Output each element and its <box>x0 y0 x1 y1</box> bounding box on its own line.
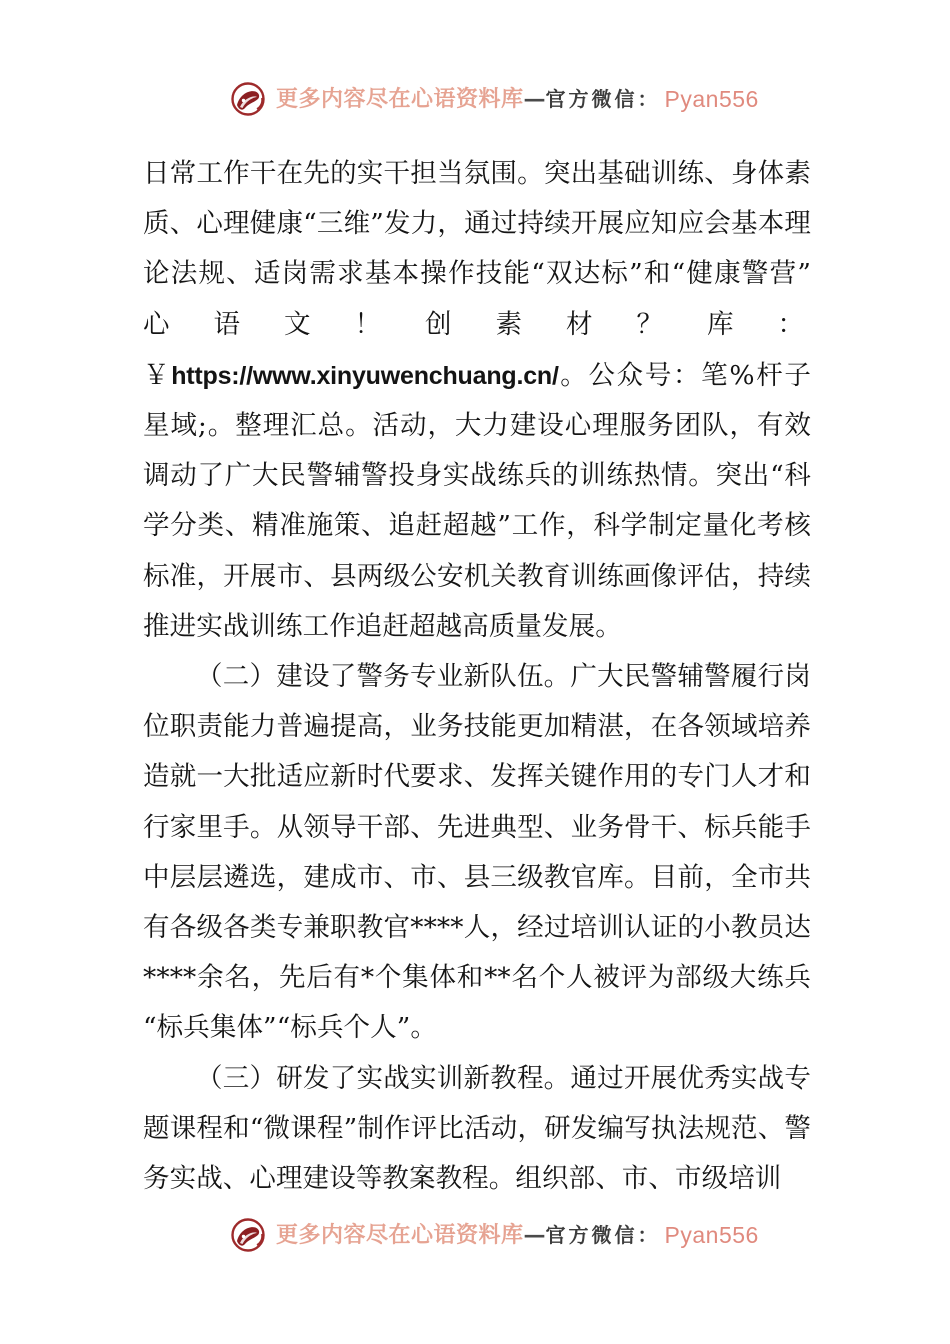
text-run-text: （三）研发了实战实训新教程。通过开展优秀实战专题课程和“微课程”制作评比活动，研发编写执法规范、警务实战、心理建设等教案教程。组织部、市、市级培训 <box>143 1062 811 1195</box>
watermark-dash: — <box>523 1222 546 1248</box>
watermark-official-label: 官方微信： <box>545 1223 661 1247</box>
text-run-text: 日常工作干在先的实干担当氛围。突出基础训练、身体素质、心理健康“三维”发力，通过持续开展应知应会基本理论法规、适岗需求基本操作技能“双达标”和“健康警营” <box>143 158 811 290</box>
watermark-brand: 更多内容尽在心语资料库 <box>276 86 524 112</box>
document-body <box>143 149 811 1204</box>
fish-seal-icon <box>228 78 270 120</box>
paragraph-section-er <box>143 652 811 1054</box>
watermark-official-label: 官方微信： <box>545 87 661 111</box>
watermark-dash: — <box>523 86 546 112</box>
text-run-text: 。公众号：笔%杆子星域;。整理汇总。活动，大力建设心理服务团队，有效调动了广大民警辅警投身实战练兵的训练热情。突出“科学分类、精准施策、追赶超越”工作，科学制定量化考核标准，开展市、县两级公安机关教育训练画像评估，持续推进实战训练工作追赶超越高质量发展。 <box>143 359 811 642</box>
watermark-wechat-id: Pyan556 <box>664 1221 759 1248</box>
watermark-footer <box>0 1212 950 1258</box>
paragraph-continued <box>143 149 811 652</box>
watermark-wechat-id: Pyan556 <box>664 85 759 112</box>
fish-seal-icon <box>228 1214 270 1256</box>
text-run-yen: ￥ <box>143 359 172 390</box>
text-run-text: （二）建设了警务专业新队伍。广大民警辅警履行岗位职责能力普遍提高，业务技能更加精湛，在各领域培养造就一大批适应新时代要求、发挥关键作用的专门人才和行家里手。从领导干部、先进典型、业务骨干、标兵能手中层层遴选，建成市、市、县三级教官库。目前，全市共有各级各类专兼职教官****人，经过培训认证的小教员达****余名，先后有*个集体和**名个人被评为部级大练兵“标兵集体”“标兵个人”。 <box>143 661 811 1044</box>
text-run-url[interactable]: https://www.xinyuwenchuang.cn/ <box>171 361 559 390</box>
text-run-spread: 心语文！创素材？库： <box>143 308 811 340</box>
watermark-brand: 更多内容尽在心语资料库 <box>276 1222 524 1248</box>
watermark-header <box>0 76 950 122</box>
paragraph-section-san <box>143 1054 811 1205</box>
